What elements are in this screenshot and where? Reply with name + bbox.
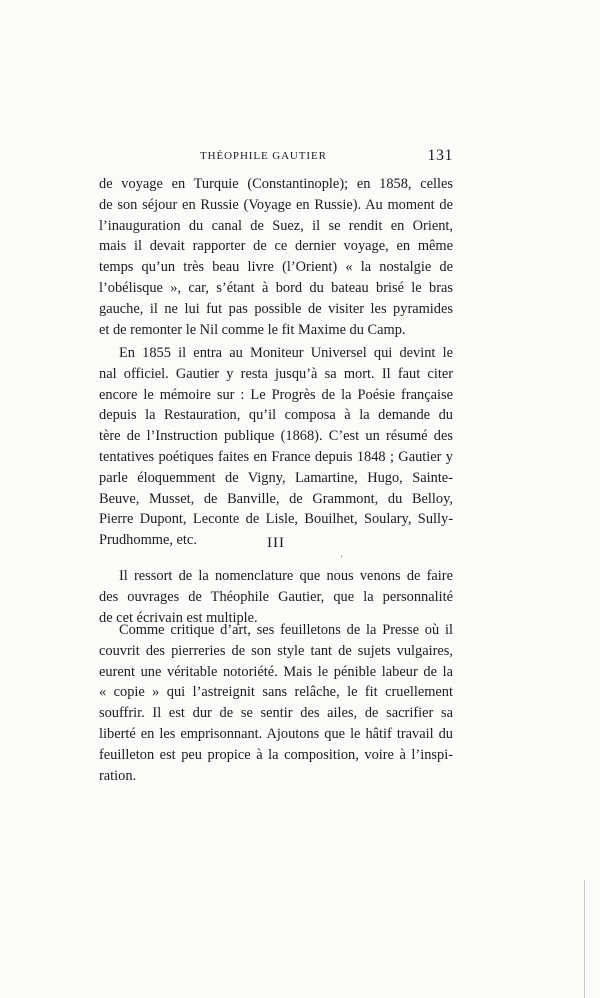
- text-line: eurent une véritable notoriété. Mais le pénible labeur de la: [99, 663, 453, 680]
- section-heading: III: [267, 535, 285, 551]
- text-line: encore le mémoire sur : Le Progrès de la Poésie française: [99, 386, 453, 403]
- page-edge-shadow: [584, 880, 585, 998]
- text-line: tentatives poétiques faites en France depuis 1848 ; Gautier y: [99, 448, 453, 465]
- text-line: Pierre Dupont, Leconte de Lisle, Bouilhet, Soulary, Sully-: [99, 511, 453, 528]
- running-head: [200, 147, 453, 170]
- text-line: de son séjour en Russie (Voyage en Russie). Au moment de: [99, 196, 453, 213]
- paragraph-art-critic: [99, 620, 453, 786]
- text-line: couvrit des pierreries de son style tant de sujets vulgaires,: [99, 642, 453, 659]
- text-line: des ouvrages de Théophile Gautier, que la personnalité: [99, 588, 453, 605]
- text-line: depuis la Restauration, qu’il composa à la demande du: [99, 407, 453, 424]
- paragraph-moniteur: [99, 343, 453, 551]
- text-line: Comme critique d’art, ses feuilletons de la Presse où il: [119, 622, 453, 638]
- running-head-title: THÉOPHILE GAUTIER: [200, 150, 327, 162]
- text-line: de cet écrivain est multiple.: [99, 609, 258, 626]
- text-line: parle éloquemment de Vigny, Lamartine, Hugo, Sainte-: [99, 469, 453, 486]
- text-line: Prudhomme, etc.: [99, 532, 197, 549]
- text-line: Beuve, Musset, de Banville, de Grammont, du Belloy,: [99, 490, 453, 507]
- text-line: de voyage en Turquie (Constantinople); en 1858, celles: [99, 176, 453, 192]
- text-line: souffrir. Il est dur de se sentir des ailes, de sacrifier sa: [99, 705, 453, 722]
- page-number: 131: [427, 147, 453, 164]
- text-line: l’obélisque », car, s’étant à bord du bateau brisé le bras: [99, 279, 453, 296]
- text-line: temps qu’un très beau livre (l’Orient) « la nostalgie de: [99, 259, 453, 276]
- paragraph-travels: [99, 174, 453, 340]
- text-line: mais il devait rapporter de ce dernier voyage, en même: [99, 238, 453, 255]
- text-line: tère de l’Instruction publique (1868). C’est un résumé des: [99, 428, 453, 445]
- text-line: et de remonter le Nil comme le fit Maxime du Camp.: [99, 321, 406, 338]
- text-line: « copie » qui l’astreignit sans relâche, le fit cruellement: [99, 684, 453, 701]
- text-line: gauche, il ne lui fut pas possible de visiter les pyramides: [99, 300, 453, 317]
- text-line: Il ressort de la nomenclature que nous venons de faire: [119, 568, 453, 584]
- text-line: ration.: [99, 767, 137, 784]
- text-line: liberté en les emprisonnant. Ajoutons que le hâtif travail du: [99, 725, 453, 742]
- print-mark: ʼ: [340, 554, 343, 564]
- text-line: nal officiel. Gautier y resta jusqu’à sa mort. Il faut citer: [99, 365, 453, 382]
- text-line: l’inauguration du canal de Suez, il se rendit en Orient,: [99, 217, 453, 234]
- text-line: En 1855 il entra au Moniteur Universel qui devint le: [119, 345, 453, 361]
- text-line: feuilleton est peu propice à la composition, voire à l’inspi-: [99, 746, 453, 763]
